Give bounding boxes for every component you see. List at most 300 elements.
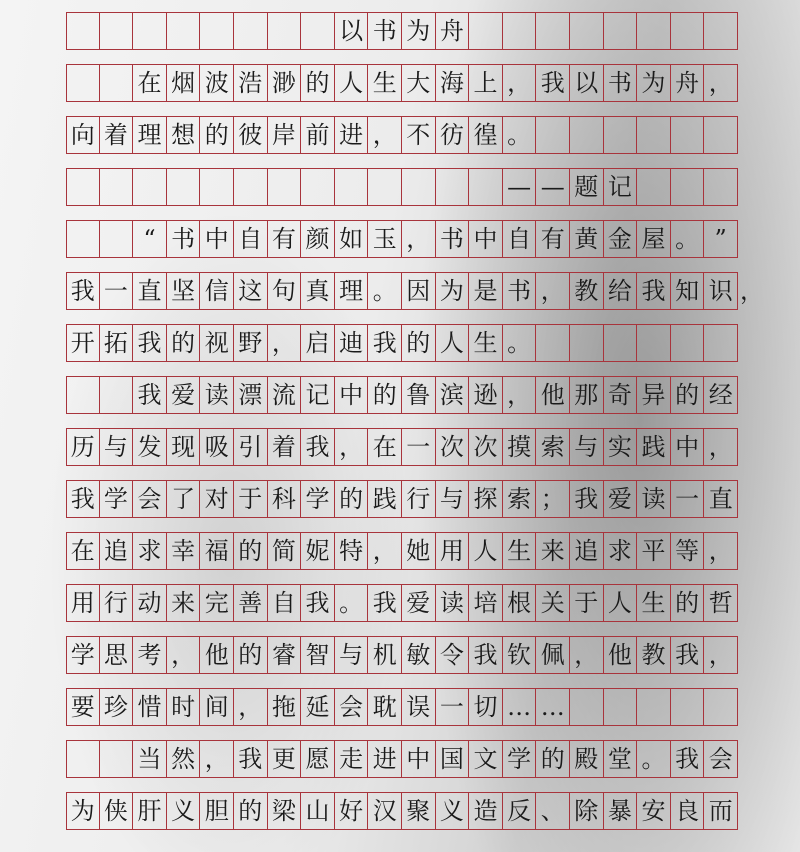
grid-cell: 简 — [268, 533, 302, 569]
grid-cell: 读 — [200, 377, 234, 413]
grid-cell: 岸 — [268, 117, 302, 153]
grid-cell: 给 — [604, 273, 638, 309]
grid-cell: 与 — [436, 481, 470, 517]
grid-cell: 一 — [671, 481, 705, 517]
grid-cell — [536, 325, 570, 361]
grid-cell: 的 — [200, 117, 234, 153]
grid-cell: 我 — [133, 377, 167, 413]
grid-cell — [133, 169, 167, 205]
grid-cell: 浩 — [234, 65, 268, 101]
grid-row — [66, 428, 738, 466]
grid-cell: 书 — [604, 65, 638, 101]
grid-cell — [167, 169, 201, 205]
grid-cell: 、 — [536, 793, 570, 829]
grid-cell: 的 — [234, 637, 268, 673]
grid-cell: 上 — [469, 65, 503, 101]
grid-cell: ， — [503, 65, 537, 101]
grid-cell: 耽 — [368, 689, 402, 725]
grid-cell: 培 — [469, 585, 503, 621]
grid-cell: 的 — [671, 585, 705, 621]
grid-cell: 山 — [301, 793, 335, 829]
grid-cell: 追 — [570, 533, 604, 569]
overflow-punctuation: ， — [740, 277, 764, 305]
grid-cell: 引 — [234, 429, 268, 465]
grid-cell: 生 — [503, 533, 537, 569]
grid-cell: 拓 — [100, 325, 134, 361]
grid-cell: “ — [133, 221, 167, 257]
grid-cell: 动 — [133, 585, 167, 621]
grid-cell: 在 — [66, 533, 100, 569]
grid-cell: 完 — [200, 585, 234, 621]
grid-cell: 逊 — [469, 377, 503, 413]
grid-cell: 以 — [570, 65, 604, 101]
grid-cell: 次 — [469, 429, 503, 465]
grid-cell: 反 — [503, 793, 537, 829]
grid-cell: 践 — [637, 429, 671, 465]
grid-cell: 根 — [503, 585, 537, 621]
grid-cell: 书 — [167, 221, 201, 257]
grid-cell: 对 — [200, 481, 234, 517]
grid-cell: 想 — [167, 117, 201, 153]
grid-cell: 进 — [368, 741, 402, 777]
grid-cell: 生 — [368, 65, 402, 101]
grid-cell: 。 — [368, 273, 402, 309]
grid-cell: 梁 — [268, 793, 302, 829]
grid-row — [66, 12, 738, 50]
grid-cell: 为 — [402, 13, 436, 49]
grid-cell: 有 — [536, 221, 570, 257]
grid-cell: 然 — [167, 741, 201, 777]
grid-cell: 我 — [469, 637, 503, 673]
grid-cell: 不 — [402, 117, 436, 153]
grid-cell: 中 — [200, 221, 234, 257]
grid-cell: 中 — [402, 741, 436, 777]
grid-cell: 知 — [671, 273, 705, 309]
grid-cell: 历 — [66, 429, 100, 465]
grid-cell: 更 — [268, 741, 302, 777]
grid-cell: 珍 — [100, 689, 134, 725]
grid-cell: 愿 — [301, 741, 335, 777]
grid-cell — [704, 169, 738, 205]
grid-cell: 因 — [402, 273, 436, 309]
grid-cell: 学 — [100, 481, 134, 517]
grid-cell: 现 — [167, 429, 201, 465]
grid-cell — [671, 169, 705, 205]
grid-cell: 于 — [570, 585, 604, 621]
grid-row — [66, 168, 738, 206]
grid-cell: 的 — [402, 325, 436, 361]
grid-cell: 自 — [503, 221, 537, 257]
grid-cell: 黄 — [570, 221, 604, 257]
grid-cell: 波 — [200, 65, 234, 101]
grid-cell: 屋 — [637, 221, 671, 257]
grid-cell: 行 — [402, 481, 436, 517]
grid-cell: 他 — [200, 637, 234, 673]
grid-cell — [436, 169, 470, 205]
grid-cell: 中 — [469, 221, 503, 257]
grid-cell: 记 — [301, 377, 335, 413]
grid-cell: 玉 — [368, 221, 402, 257]
grid-cell: 关 — [536, 585, 570, 621]
grid-cell — [637, 13, 671, 49]
grid-cell: 的 — [301, 65, 335, 101]
grid-cell: ， — [368, 533, 402, 569]
grid-cell: 侠 — [100, 793, 134, 829]
grid-cell: 我 — [66, 481, 100, 517]
grid-cell: 。 — [503, 117, 537, 153]
grid-cell: 汉 — [368, 793, 402, 829]
grid-cell: 。 — [637, 741, 671, 777]
grid-cell: 异 — [637, 377, 671, 413]
grid-cell: 我 — [301, 585, 335, 621]
grid-cell: 如 — [335, 221, 369, 257]
grid-cell: 求 — [604, 533, 638, 569]
grid-cell: 读 — [637, 481, 671, 517]
grid-cell: 求 — [133, 533, 167, 569]
grid-cell — [100, 221, 134, 257]
grid-cell: 我 — [671, 637, 705, 673]
grid-cell: 一 — [402, 429, 436, 465]
grid-cell: 人 — [436, 325, 470, 361]
grid-cell: 与 — [570, 429, 604, 465]
grid-cell: 机 — [368, 637, 402, 673]
grid-cell — [570, 325, 604, 361]
grid-cell: 当 — [133, 741, 167, 777]
grid-cell: 的 — [335, 481, 369, 517]
grid-cell: 坚 — [167, 273, 201, 309]
grid-cell: 的 — [167, 325, 201, 361]
grid-cell: ， — [234, 689, 268, 725]
grid-cell: 来 — [536, 533, 570, 569]
grid-cell — [66, 377, 100, 413]
grid-cell: — — [503, 169, 537, 205]
grid-cell: 徨 — [469, 117, 503, 153]
grid-cell: 会 — [335, 689, 369, 725]
grid-cell: 他 — [604, 637, 638, 673]
grid-cell — [637, 117, 671, 153]
grid-cell: 直 — [704, 481, 738, 517]
grid-cell: 她 — [402, 533, 436, 569]
grid-cell: 爱 — [402, 585, 436, 621]
grid-cell: 。 — [671, 221, 705, 257]
grid-cell: ， — [402, 221, 436, 257]
grid-cell: 漂 — [234, 377, 268, 413]
grid-cell: ， — [268, 325, 302, 361]
grid-cell: 平 — [637, 533, 671, 569]
grid-cell: 索 — [536, 429, 570, 465]
grid-cell — [469, 169, 503, 205]
grid-cell: 智 — [301, 637, 335, 673]
grid-cell: 教 — [570, 273, 604, 309]
grid-cell: 胆 — [200, 793, 234, 829]
grid-row — [66, 480, 738, 518]
grid-cell — [570, 689, 604, 725]
grid-cell — [570, 13, 604, 49]
grid-cell: 堂 — [604, 741, 638, 777]
grid-cell: ” — [704, 221, 738, 257]
grid-cell: 开 — [66, 325, 100, 361]
grid-cell: ， — [570, 637, 604, 673]
grid-cell: 走 — [335, 741, 369, 777]
grid-cell: 书 — [436, 221, 470, 257]
grid-cell: ， — [704, 429, 738, 465]
grid-cell: 我 — [66, 273, 100, 309]
grid-cell: 善 — [234, 585, 268, 621]
grid-cell: 启 — [301, 325, 335, 361]
grid-cell — [469, 13, 503, 49]
grid-cell: 义 — [436, 793, 470, 829]
grid-row — [66, 792, 738, 830]
grid-cell — [133, 13, 167, 49]
grid-cell — [604, 325, 638, 361]
grid-row — [66, 584, 738, 622]
grid-cell: 在 — [368, 429, 402, 465]
grid-cell: 舟 — [436, 13, 470, 49]
grid-row — [66, 636, 738, 674]
grid-cell: 前 — [301, 117, 335, 153]
grid-cell: 追 — [100, 533, 134, 569]
grid-cell: 与 — [335, 637, 369, 673]
grid-cell: 真 — [301, 273, 335, 309]
grid-cell: 是 — [469, 273, 503, 309]
grid-cell: 于 — [234, 481, 268, 517]
grid-cell: 那 — [570, 377, 604, 413]
grid-cell — [66, 221, 100, 257]
grid-cell: 迪 — [335, 325, 369, 361]
grid-cell: 题 — [570, 169, 604, 205]
grid-row — [66, 116, 738, 154]
grid-cell: 时 — [167, 689, 201, 725]
grid-cell: 学 — [66, 637, 100, 673]
grid-cell: ； — [536, 481, 570, 517]
grid-cell — [268, 169, 302, 205]
grid-cell — [100, 13, 134, 49]
grid-cell: 经 — [704, 377, 738, 413]
grid-cell: 。 — [335, 585, 369, 621]
grid-cell: 为 — [637, 65, 671, 101]
grid-cell: 人 — [335, 65, 369, 101]
grid-cell: 殿 — [570, 741, 604, 777]
grid-cell: 我 — [133, 325, 167, 361]
grid-cell — [100, 741, 134, 777]
grid-row — [66, 324, 738, 362]
grid-cell: 书 — [368, 13, 402, 49]
grid-cell: 敏 — [402, 637, 436, 673]
grid-cell — [671, 117, 705, 153]
grid-cell: 拖 — [268, 689, 302, 725]
grid-cell: 为 — [66, 793, 100, 829]
grid-cell — [234, 13, 268, 49]
grid-cell: 肝 — [133, 793, 167, 829]
grid-cell: ， — [536, 273, 570, 309]
grid-cell: 聚 — [402, 793, 436, 829]
grid-cell: ， — [503, 377, 537, 413]
grid-cell: 实 — [604, 429, 638, 465]
grid-cell: 文 — [469, 741, 503, 777]
grid-cell: 妮 — [301, 533, 335, 569]
grid-cell — [200, 13, 234, 49]
grid-cell — [100, 169, 134, 205]
grid-row — [66, 376, 738, 414]
grid-cell: 科 — [268, 481, 302, 517]
grid-cell — [234, 169, 268, 205]
grid-cell: ， — [704, 637, 738, 673]
grid-cell: ， — [368, 117, 402, 153]
grid-cell: 我 — [536, 65, 570, 101]
grid-cell: 的 — [368, 377, 402, 413]
grid-cell — [570, 117, 604, 153]
grid-row — [66, 220, 738, 258]
grid-cell: 与 — [100, 429, 134, 465]
grid-cell — [402, 169, 436, 205]
grid-cell: ， — [200, 741, 234, 777]
grid-cell: … — [536, 689, 570, 725]
grid-cell: 读 — [436, 585, 470, 621]
grid-cell: 渺 — [268, 65, 302, 101]
grid-cell — [200, 169, 234, 205]
grid-cell — [536, 117, 570, 153]
grid-row — [66, 740, 738, 778]
grid-cell: 一 — [436, 689, 470, 725]
grid-cell: 佩 — [536, 637, 570, 673]
grid-cell: 要 — [66, 689, 100, 725]
grid-cell: 人 — [469, 533, 503, 569]
grid-cell — [503, 13, 537, 49]
grid-cell: 切 — [469, 689, 503, 725]
grid-cell — [704, 689, 738, 725]
grid-cell: 索 — [503, 481, 537, 517]
grid-cell: 信 — [200, 273, 234, 309]
grid-cell: 有 — [268, 221, 302, 257]
grid-cell: ， — [167, 637, 201, 673]
grid-cell: 暴 — [604, 793, 638, 829]
grid-cell: 我 — [671, 741, 705, 777]
grid-cell: … — [503, 689, 537, 725]
grid-cell — [604, 117, 638, 153]
grid-cell: 的 — [234, 533, 268, 569]
grid-cell — [66, 741, 100, 777]
grid-cell: 理 — [335, 273, 369, 309]
grid-cell — [704, 325, 738, 361]
grid-cell: 了 — [167, 481, 201, 517]
grid-cell: 我 — [301, 429, 335, 465]
grid-cell — [66, 65, 100, 101]
grid-cell: 睿 — [268, 637, 302, 673]
grid-cell: 国 — [436, 741, 470, 777]
grid-cell: 安 — [637, 793, 671, 829]
grid-cell — [66, 13, 100, 49]
grid-cell: 爱 — [167, 377, 201, 413]
grid-cell: 好 — [335, 793, 369, 829]
grid-cell: 教 — [637, 637, 671, 673]
grid-cell: 鲁 — [402, 377, 436, 413]
grid-cell: 理 — [133, 117, 167, 153]
grid-cell: 等 — [671, 533, 705, 569]
grid-cell: 生 — [469, 325, 503, 361]
grid-cell: 奇 — [604, 377, 638, 413]
grid-cell: 记 — [604, 169, 638, 205]
grid-cell: 生 — [637, 585, 671, 621]
grid-cell: 他 — [536, 377, 570, 413]
grid-cell: 爱 — [604, 481, 638, 517]
grid-cell: 大 — [402, 65, 436, 101]
grid-cell: 思 — [100, 637, 134, 673]
grid-cell: 人 — [604, 585, 638, 621]
grid-cell: 中 — [335, 377, 369, 413]
grid-cell: 我 — [368, 325, 402, 361]
grid-cell: 我 — [368, 585, 402, 621]
grid-cell: 中 — [671, 429, 705, 465]
grid-cell: 流 — [268, 377, 302, 413]
grid-cell: — — [536, 169, 570, 205]
grid-cell: 学 — [301, 481, 335, 517]
grid-cell: ， — [335, 429, 369, 465]
grid-cell: 的 — [536, 741, 570, 777]
grid-cell: 幸 — [167, 533, 201, 569]
grid-cell — [704, 13, 738, 49]
grid-cell — [301, 13, 335, 49]
grid-cell — [100, 377, 134, 413]
grid-cell: 视 — [200, 325, 234, 361]
grid-cell: 这 — [234, 273, 268, 309]
grid-cell: 来 — [167, 585, 201, 621]
grid-cell: 进 — [335, 117, 369, 153]
grid-cell: 海 — [436, 65, 470, 101]
grid-cell: 良 — [671, 793, 705, 829]
grid-cell: 考 — [133, 637, 167, 673]
grid-cell — [704, 117, 738, 153]
grid-cell: 烟 — [167, 65, 201, 101]
grid-cell — [671, 13, 705, 49]
grid-cell: 自 — [268, 585, 302, 621]
grid-cell: 而 — [704, 793, 738, 829]
grid-cell — [536, 13, 570, 49]
grid-cell: 识 — [704, 273, 738, 309]
grid-cell: 发 — [133, 429, 167, 465]
grid-cell: 摸 — [503, 429, 537, 465]
grid-cell: 误 — [402, 689, 436, 725]
grid-cell: 的 — [234, 793, 268, 829]
grid-cell: 学 — [503, 741, 537, 777]
grid-cell — [268, 13, 302, 49]
grid-cell — [335, 169, 369, 205]
grid-cell: 着 — [268, 429, 302, 465]
grid-cell: 会 — [704, 741, 738, 777]
grid-cell: 除 — [570, 793, 604, 829]
grid-cell — [637, 325, 671, 361]
grid-cell — [167, 13, 201, 49]
grid-cell: 为 — [436, 273, 470, 309]
grid-cell: ， — [704, 65, 738, 101]
grid-cell: 造 — [469, 793, 503, 829]
grid-cell: 句 — [268, 273, 302, 309]
grid-row — [66, 272, 764, 310]
grid-cell — [637, 689, 671, 725]
grid-cell: 我 — [234, 741, 268, 777]
grid-cell: 我 — [637, 273, 671, 309]
grid-cell: 吸 — [200, 429, 234, 465]
grid-cell: 一 — [100, 273, 134, 309]
grid-cell: 哲 — [704, 585, 738, 621]
grid-cell: 彷 — [436, 117, 470, 153]
grid-cell: 着 — [100, 117, 134, 153]
grid-cell: 颜 — [301, 221, 335, 257]
grid-cell: 践 — [368, 481, 402, 517]
grid-cell: 次 — [436, 429, 470, 465]
grid-cell: 间 — [200, 689, 234, 725]
grid-cell: 的 — [671, 377, 705, 413]
grid-cell: 直 — [133, 273, 167, 309]
